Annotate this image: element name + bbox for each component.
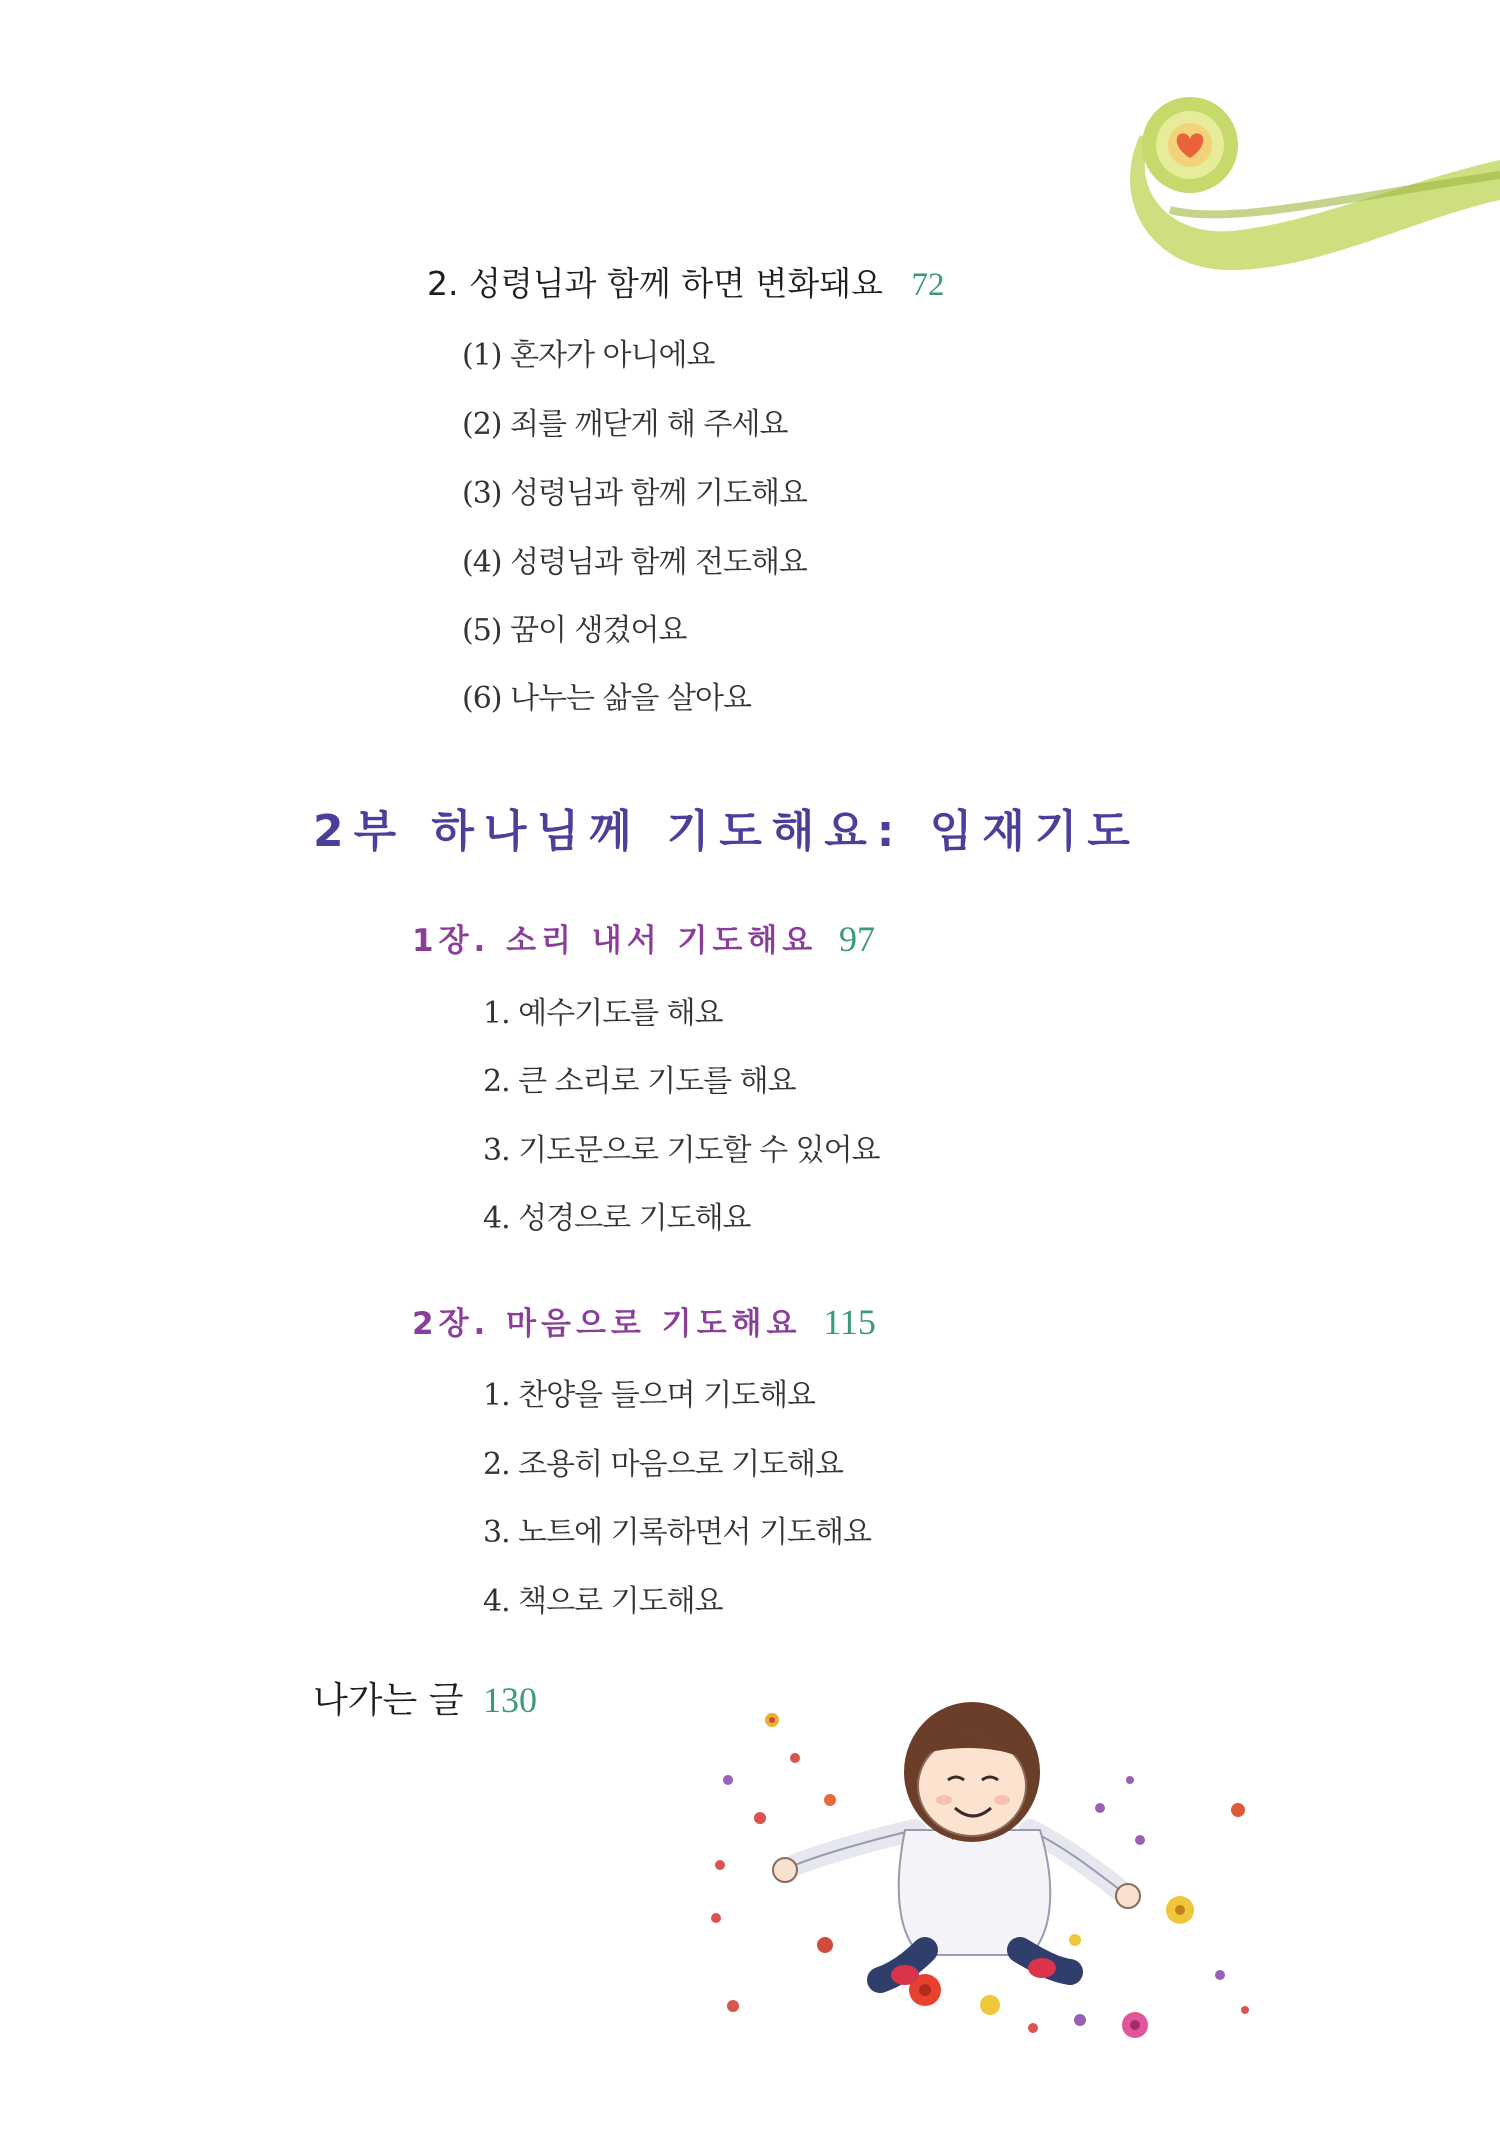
vine-heart-illustration: [1110, 90, 1500, 270]
chapter-heading: [412, 915, 875, 960]
toc-item: 2. 조용히 마음으로 기도해요: [483, 1447, 844, 1482]
section-heading: [427, 258, 944, 305]
toc-item: 2. 큰 소리로 기도를 해요: [483, 1064, 796, 1099]
part-title: 2부 하나님께 기도해요: 임재기도: [313, 806, 1140, 857]
closing-title: 나가는 글: [313, 1680, 464, 1721]
page-number: 130: [483, 1680, 538, 1720]
toc-item: (5) 꿈이 생겼어요: [462, 613, 687, 648]
toc-item: 1. 예수기도를 해요: [483, 996, 723, 1031]
toc-item: 4. 성경으로 기도해요: [483, 1201, 751, 1236]
chapter-title: 2장. 마음으로 기도해요: [412, 1306, 802, 1342]
closing-heading: [313, 1672, 537, 1723]
chapter-title: 1장. 소리 내서 기도해요: [412, 923, 818, 959]
chapter-heading: [412, 1298, 876, 1343]
toc-item: (2) 죄를 깨닫게 해 주세요: [462, 407, 788, 442]
page-number: 72: [911, 267, 945, 303]
section-heading-text: 2. 성령님과 함께 하면 변화돼요: [427, 264, 883, 303]
toc-item: 3. 기도문으로 기도할 수 있어요: [483, 1133, 880, 1168]
toc-item: (6) 나누는 삶을 살아요: [462, 681, 751, 716]
toc-item: 3. 노트에 기록하면서 기도해요: [483, 1515, 871, 1550]
page-number: 97: [839, 919, 876, 959]
toc-item: (1) 혼자가 아니에요: [462, 338, 715, 373]
page-number: 115: [823, 1302, 876, 1342]
toc-item: (3) 성령님과 함께 기도해요: [462, 476, 807, 511]
toc-item: (4) 성령님과 함께 전도해요: [462, 545, 807, 580]
girl-with-flowers-illustration: [700, 1700, 1260, 2040]
toc-item: 4. 책으로 기도해요: [483, 1584, 723, 1619]
toc-item: 1. 찬양을 들으며 기도해요: [483, 1378, 816, 1413]
